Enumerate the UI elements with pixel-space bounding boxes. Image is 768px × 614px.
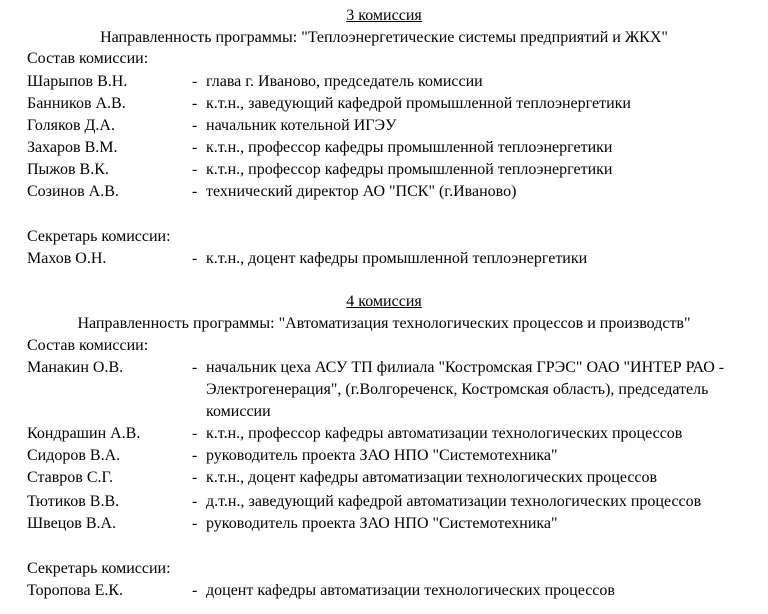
member-role: д.т.н., заведующий кафедрой автоматизации технологических процессов <box>206 493 702 510</box>
member-role: руководитель проекта ЗАО НПО "Системотехника" <box>206 447 558 464</box>
member-name: Созинов А.В. <box>27 183 119 200</box>
member-name: Голяков Д.А. <box>27 117 115 134</box>
member-name: Сидоров В.А. <box>27 447 121 464</box>
member-role: технический директор АО "ПСК" (г.Иваново) <box>206 183 517 200</box>
secretary-role: к.т.н., доцент кафедры промышленной теплоэнергетики <box>206 250 588 267</box>
member-name: Швецов В.А. <box>27 515 117 532</box>
member-role-line: комиссии <box>206 403 271 420</box>
member-role: к.т.н., профессор кафедры автоматизации технологических процессов <box>206 425 683 442</box>
member-role: глава г. Иваново, председатель комиссии <box>206 73 483 90</box>
dash: - <box>192 469 198 486</box>
dash: - <box>192 250 198 267</box>
dash: - <box>192 359 198 376</box>
member-role: к.т.н., профессор кафедры промышленной теплоэнергетики <box>206 139 613 156</box>
dash: - <box>192 73 198 90</box>
secretary-name: Торопова Е.К. <box>27 582 124 599</box>
member-role: к.т.н., профессор кафедры промышленной теплоэнергетики <box>206 161 613 178</box>
dash: - <box>192 493 198 510</box>
member-role: начальник котельной ИГЭУ <box>206 117 397 134</box>
dash: - <box>192 425 198 442</box>
member-name: Ставров С.Г. <box>27 469 113 486</box>
member-role-line: начальник цеха АСУ ТП филиала "Костромская ГРЭС" ОАО "ИНТЕР РАО - <box>206 359 725 376</box>
dash: - <box>192 582 198 599</box>
dash: - <box>192 447 198 464</box>
member-name: Кондрашин А.В. <box>27 425 141 442</box>
dash: - <box>192 139 198 156</box>
member-role: руководитель проекта ЗАО НПО "Системотехника" <box>206 515 558 532</box>
dash: - <box>192 183 198 200</box>
commission-4-direction: Направленность программы: "Автоматизация технологических процессов и производств" <box>77 315 691 332</box>
commission-3-heading: 3 комиссия <box>346 7 422 24</box>
member-name: Манакин О.В. <box>27 359 124 376</box>
secretary-label-text: Секретарь комиссии: <box>27 560 171 577</box>
member-role: к.т.н., заведующий кафедрой промышленной теплоэнергетики <box>206 95 631 112</box>
member-name: Захаров В.М. <box>27 139 118 156</box>
dash: - <box>192 117 198 134</box>
secretary-label-text: Секретарь комиссии: <box>27 228 171 245</box>
dash: - <box>192 161 198 178</box>
dash: - <box>192 95 198 112</box>
commission-4-heading: 4 комиссия <box>346 293 422 310</box>
member-role: к.т.н., доцент кафедры автоматизации технологических процессов <box>206 469 658 486</box>
secretary-role: доцент кафедры автоматизации технологических процессов <box>206 582 615 599</box>
commission-3-direction: Направленность программы: "Теплоэнергетические системы предприятий и ЖКХ" <box>100 29 668 46</box>
member-name: Шарыпов В.Н. <box>27 73 128 90</box>
member-name: Пыжов В.К. <box>27 161 109 178</box>
secretary-name: Махов О.Н. <box>27 250 107 267</box>
dash: - <box>192 515 198 532</box>
members-label-text: Состав комиссии: <box>27 50 149 67</box>
member-role-line: Электрогенерация", (г.Волгореченск, Костромская область), председатель <box>206 381 709 398</box>
member-name: Тютиков В.В. <box>27 493 120 510</box>
member-name: Банников А.В. <box>27 95 126 112</box>
members-label-text: Состав комиссии: <box>27 337 149 354</box>
